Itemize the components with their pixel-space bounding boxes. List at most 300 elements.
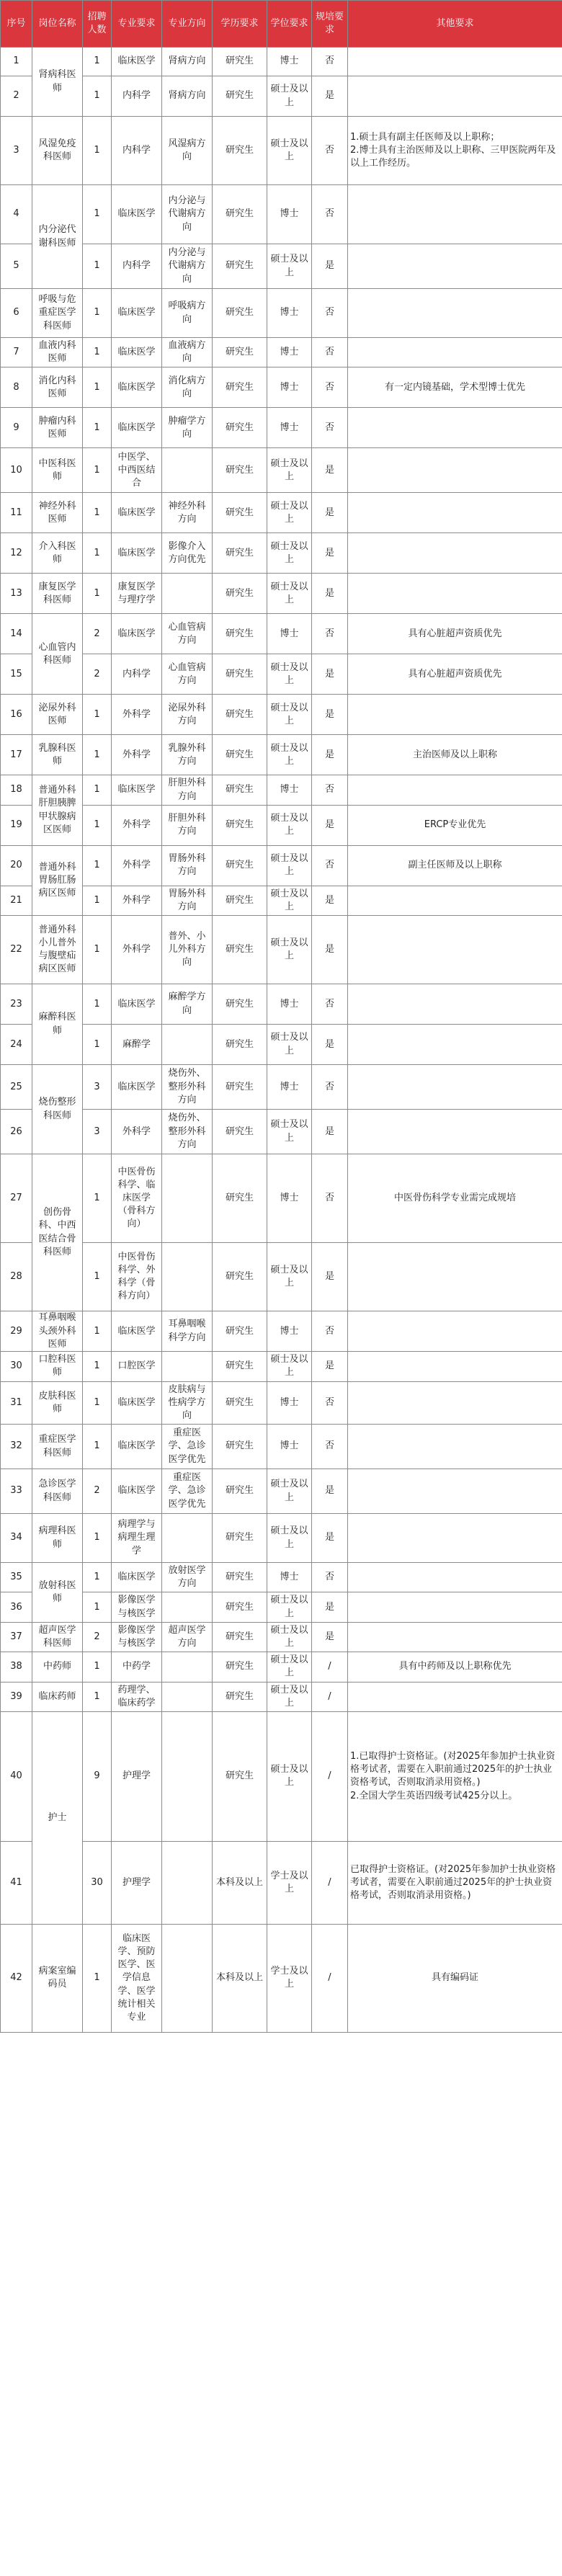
row-number-cell: 12 <box>1 533 32 574</box>
degree-cell: 博士 <box>267 48 312 76</box>
row-number-cell: 4 <box>1 185 32 244</box>
major-cell: 外科学 <box>112 886 162 915</box>
table-row <box>1 48 562 76</box>
other-requirements-cell <box>348 984 562 1025</box>
table-row <box>1 448 562 493</box>
table-row <box>1 1841 562 1924</box>
other-requirements-cell <box>348 574 562 614</box>
degree-cell: 学士及以上 <box>267 1924 312 2032</box>
degree-cell: 硕士及以上 <box>267 805 312 845</box>
other-requirements-cell <box>348 408 562 448</box>
training-cell: 是 <box>312 1514 348 1563</box>
direction-cell: 肿瘤学方向 <box>162 408 213 448</box>
major-cell: 临床医学 <box>112 338 162 367</box>
direction-cell: 胃肠外科方向 <box>162 886 213 915</box>
row-number-cell: 40 <box>1 1711 32 1841</box>
headcount-cell: 1 <box>83 886 112 915</box>
row-number-cell: 21 <box>1 886 32 915</box>
header-count: 招聘人数 <box>83 1 112 48</box>
headcount-cell: 9 <box>83 1711 112 1841</box>
major-cell: 临床医学 <box>112 614 162 654</box>
headcount-cell: 1 <box>83 76 112 117</box>
row-number-cell: 1 <box>1 48 32 76</box>
training-cell: 否 <box>312 1311 348 1352</box>
direction-cell: 内分泌与代谢病方向 <box>162 185 213 244</box>
headcount-cell: 1 <box>83 1025 112 1065</box>
major-cell: 中医骨伤科学、临床医学（骨科方向） <box>112 1154 162 1243</box>
other-requirements-cell <box>348 1514 562 1563</box>
education-cell: 研究生 <box>213 244 267 289</box>
education-cell: 研究生 <box>213 185 267 244</box>
education-cell: 研究生 <box>213 1514 267 1563</box>
table-row <box>1 367 562 408</box>
education-cell: 研究生 <box>213 48 267 76</box>
other-requirements-cell <box>348 1381 562 1425</box>
direction-cell <box>162 1711 213 1841</box>
position-name-cell: 重症医学科医师 <box>32 1425 83 1469</box>
degree-cell: 硕士及以上 <box>267 493 312 533</box>
other-requirements-cell: 副主任医师及以上职称 <box>348 845 562 886</box>
position-name-cell: 创伤骨科、中西医结合骨科医师 <box>32 1154 83 1311</box>
row-number-cell: 27 <box>1 1154 32 1243</box>
education-cell: 研究生 <box>213 695 267 735</box>
training-cell: 否 <box>312 367 348 408</box>
major-cell: 临床医学 <box>112 48 162 76</box>
degree-cell: 硕士及以上 <box>267 448 312 493</box>
table-row <box>1 845 562 886</box>
table-row <box>1 1924 562 2032</box>
headcount-cell: 1 <box>83 1154 112 1243</box>
major-cell: 影像医学与核医学 <box>112 1592 162 1622</box>
headcount-cell: 1 <box>83 845 112 886</box>
training-cell: 是 <box>312 448 348 493</box>
training-cell: 是 <box>312 1352 348 1381</box>
position-name-cell: 泌尿外科医师 <box>32 695 83 735</box>
direction-cell: 肝胆外科方向 <box>162 775 213 805</box>
table-row <box>1 533 562 574</box>
table-row <box>1 1425 562 1469</box>
direction-cell <box>162 448 213 493</box>
major-cell: 临床医学 <box>112 493 162 533</box>
education-cell: 研究生 <box>213 408 267 448</box>
degree-cell: 硕士及以上 <box>267 533 312 574</box>
header-other: 其他要求 <box>348 1 562 48</box>
training-cell: 是 <box>312 574 348 614</box>
training-cell: 是 <box>312 735 348 775</box>
other-requirements-cell <box>348 916 562 984</box>
position-name-cell: 介入科医师 <box>32 533 83 574</box>
row-number-cell: 13 <box>1 574 32 614</box>
headcount-cell: 1 <box>83 1514 112 1563</box>
headcount-cell: 30 <box>83 1841 112 1924</box>
position-name-cell: 超声医学科医师 <box>32 1622 83 1652</box>
major-cell: 外科学 <box>112 695 162 735</box>
other-requirements-cell <box>348 1065 562 1110</box>
headcount-cell: 1 <box>83 1924 112 2032</box>
headcount-cell: 1 <box>83 408 112 448</box>
direction-cell: 烧伤外、整形外科方向 <box>162 1065 213 1110</box>
other-requirements-cell: 主治医师及以上职称 <box>348 735 562 775</box>
degree-cell: 硕士及以上 <box>267 1352 312 1381</box>
training-cell: 是 <box>312 886 348 915</box>
row-number-cell: 2 <box>1 76 32 117</box>
degree-cell: 博士 <box>267 1381 312 1425</box>
direction-cell: 呼吸病方向 <box>162 289 213 338</box>
position-name-cell: 风湿免疫科医师 <box>32 117 83 185</box>
row-number-cell: 6 <box>1 289 32 338</box>
table-row <box>1 1682 562 1711</box>
position-name-cell: 血液内科医师 <box>32 338 83 367</box>
education-cell: 研究生 <box>213 886 267 915</box>
major-cell: 病理学与病理生理学 <box>112 1514 162 1563</box>
major-cell: 临床医学 <box>112 367 162 408</box>
training-cell: 否 <box>312 614 348 654</box>
other-requirements-cell: 1.已取得护士资格证。(对2025年参加护士执业资格考试者，需要在入职前通过2025年的护士执业资格考试，否则取消录用资格。) 2.全国大学生英语四级考试425分以上。 <box>348 1711 562 1841</box>
direction-cell: 普外、小儿外科方向 <box>162 916 213 984</box>
education-cell: 研究生 <box>213 1563 267 1592</box>
position-name-cell: 神经外科医师 <box>32 493 83 533</box>
headcount-cell: 1 <box>83 1243 112 1311</box>
degree-cell: 硕士及以上 <box>267 1682 312 1711</box>
row-number-cell: 31 <box>1 1381 32 1425</box>
degree-cell: 博士 <box>267 1425 312 1469</box>
position-name-cell: 急诊医学科医师 <box>32 1469 83 1514</box>
direction-cell: 影像介入方向优先 <box>162 533 213 574</box>
direction-cell <box>162 1154 213 1243</box>
other-requirements-cell <box>348 185 562 244</box>
header-major: 专业要求 <box>112 1 162 48</box>
headcount-cell: 1 <box>83 735 112 775</box>
table-row <box>1 805 562 845</box>
other-requirements-cell <box>348 76 562 117</box>
table-row <box>1 886 562 915</box>
row-number-cell: 32 <box>1 1425 32 1469</box>
major-cell: 口腔医学 <box>112 1352 162 1381</box>
row-number-cell: 8 <box>1 367 32 408</box>
degree-cell: 硕士及以上 <box>267 1025 312 1065</box>
direction-cell: 风湿病方向 <box>162 117 213 185</box>
table-row <box>1 654 562 695</box>
row-number-cell: 11 <box>1 493 32 533</box>
education-cell: 研究生 <box>213 1065 267 1110</box>
position-name-cell: 消化内科医师 <box>32 367 83 408</box>
education-cell: 研究生 <box>213 845 267 886</box>
table-row <box>1 1352 562 1381</box>
other-requirements-cell <box>348 1592 562 1622</box>
degree-cell: 博士 <box>267 1065 312 1110</box>
major-cell: 内科学 <box>112 654 162 695</box>
major-cell: 药理学、临床药学 <box>112 1682 162 1711</box>
education-cell: 研究生 <box>213 1592 267 1622</box>
headcount-cell: 1 <box>83 775 112 805</box>
table-row <box>1 76 562 117</box>
education-cell: 研究生 <box>213 533 267 574</box>
table-row <box>1 1469 562 1514</box>
training-cell: 是 <box>312 654 348 695</box>
headcount-cell: 1 <box>83 1352 112 1381</box>
direction-cell <box>162 574 213 614</box>
position-name-cell: 心血管内科医师 <box>32 614 83 695</box>
other-requirements-cell <box>348 886 562 915</box>
degree-cell: 博士 <box>267 1311 312 1352</box>
row-number-cell: 39 <box>1 1682 32 1711</box>
table-row <box>1 1110 562 1154</box>
position-name-cell: 放射科医师 <box>32 1563 83 1623</box>
table-row <box>1 1381 562 1425</box>
direction-cell <box>162 1514 213 1563</box>
header-no: 序号 <box>1 1 32 48</box>
other-requirements-cell <box>348 1025 562 1065</box>
table-row <box>1 1243 562 1311</box>
education-cell: 研究生 <box>213 916 267 984</box>
other-requirements-cell <box>348 1682 562 1711</box>
header-degree: 学位要求 <box>267 1 312 48</box>
education-cell: 研究生 <box>213 117 267 185</box>
direction-cell: 心血管病方向 <box>162 654 213 695</box>
training-cell: 否 <box>312 117 348 185</box>
table-row <box>1 1311 562 1352</box>
education-cell: 研究生 <box>213 574 267 614</box>
direction-cell <box>162 1924 213 2032</box>
row-number-cell: 38 <box>1 1652 32 1682</box>
training-cell: 否 <box>312 775 348 805</box>
direction-cell: 神经外科方向 <box>162 493 213 533</box>
table-row <box>1 735 562 775</box>
other-requirements-cell <box>348 448 562 493</box>
degree-cell: 博士 <box>267 289 312 338</box>
position-name-cell: 呼吸与危重症医学科医师 <box>32 289 83 338</box>
training-cell: 否 <box>312 1563 348 1592</box>
other-requirements-cell: 具有编码证 <box>348 1924 562 2032</box>
education-cell: 研究生 <box>213 1711 267 1841</box>
training-cell: / <box>312 1682 348 1711</box>
major-cell: 康复医学与理疗学 <box>112 574 162 614</box>
headcount-cell: 1 <box>83 533 112 574</box>
table-row <box>1 916 562 984</box>
direction-cell: 消化病方向 <box>162 367 213 408</box>
degree-cell: 博士 <box>267 408 312 448</box>
table-row <box>1 1514 562 1563</box>
major-cell: 中医学、中西医结合 <box>112 448 162 493</box>
position-name-cell: 麻醉科医师 <box>32 984 83 1065</box>
training-cell: 否 <box>312 1381 348 1425</box>
direction-cell: 麻醉学方向 <box>162 984 213 1025</box>
training-cell: 是 <box>312 695 348 735</box>
headcount-cell: 2 <box>83 614 112 654</box>
position-name-cell: 普通外科小儿普外与腹壁疝病区医师 <box>32 916 83 984</box>
degree-cell: 硕士及以上 <box>267 654 312 695</box>
row-number-cell: 30 <box>1 1352 32 1381</box>
headcount-cell: 1 <box>83 695 112 735</box>
position-name-cell: 肿瘤内科医师 <box>32 408 83 448</box>
other-requirements-cell: 具有心脏超声资质优先 <box>348 614 562 654</box>
training-cell: 否 <box>312 1154 348 1243</box>
major-cell: 内科学 <box>112 117 162 185</box>
headcount-cell: 1 <box>83 916 112 984</box>
row-number-cell: 7 <box>1 338 32 367</box>
direction-cell: 重症医学、急诊医学优先 <box>162 1469 213 1514</box>
other-requirements-cell <box>348 1622 562 1652</box>
direction-cell: 心血管病方向 <box>162 614 213 654</box>
training-cell: 是 <box>312 916 348 984</box>
table-row <box>1 695 562 735</box>
other-requirements-cell <box>348 48 562 76</box>
education-cell: 研究生 <box>213 1652 267 1682</box>
other-requirements-cell <box>348 1352 562 1381</box>
education-cell: 研究生 <box>213 1381 267 1425</box>
degree-cell: 硕士及以上 <box>267 1652 312 1682</box>
header-direction: 专业方向 <box>162 1 213 48</box>
direction-cell: 内分泌与代谢病方向 <box>162 244 213 289</box>
education-cell: 研究生 <box>213 775 267 805</box>
headcount-cell: 2 <box>83 1622 112 1652</box>
major-cell: 护理学 <box>112 1711 162 1841</box>
row-number-cell: 34 <box>1 1514 32 1563</box>
row-number-cell: 29 <box>1 1311 32 1352</box>
other-requirements-cell: 具有中药师及以上职称优先 <box>348 1652 562 1682</box>
education-cell: 研究生 <box>213 493 267 533</box>
training-cell: 否 <box>312 48 348 76</box>
position-name-cell: 皮肤科医师 <box>32 1381 83 1425</box>
training-cell: / <box>312 1711 348 1841</box>
major-cell: 临床医学 <box>112 1311 162 1352</box>
row-number-cell: 42 <box>1 1924 32 2032</box>
training-cell: 是 <box>312 1469 348 1514</box>
degree-cell: 硕士及以上 <box>267 1592 312 1622</box>
major-cell: 外科学 <box>112 805 162 845</box>
row-number-cell: 37 <box>1 1622 32 1652</box>
degree-cell: 硕士及以上 <box>267 845 312 886</box>
table-row <box>1 775 562 805</box>
position-name-cell: 烧伤整形科医师 <box>32 1065 83 1154</box>
education-cell: 研究生 <box>213 338 267 367</box>
training-cell: 否 <box>312 1065 348 1110</box>
table-row <box>1 1563 562 1592</box>
training-cell: 是 <box>312 76 348 117</box>
direction-cell <box>162 1652 213 1682</box>
education-cell: 研究生 <box>213 1243 267 1311</box>
headcount-cell: 1 <box>83 1311 112 1352</box>
training-cell: 是 <box>312 244 348 289</box>
degree-cell: 硕士及以上 <box>267 574 312 614</box>
row-number-cell: 25 <box>1 1065 32 1110</box>
education-cell: 研究生 <box>213 289 267 338</box>
training-cell: 是 <box>312 533 348 574</box>
headcount-cell: 1 <box>83 574 112 614</box>
headcount-cell: 1 <box>83 1563 112 1592</box>
headcount-cell: 1 <box>83 48 112 76</box>
headcount-cell: 1 <box>83 244 112 289</box>
training-cell: / <box>312 1924 348 2032</box>
other-requirements-cell <box>348 1469 562 1514</box>
major-cell: 麻醉学 <box>112 1025 162 1065</box>
major-cell: 内科学 <box>112 244 162 289</box>
headcount-cell: 1 <box>83 367 112 408</box>
education-cell: 研究生 <box>213 1311 267 1352</box>
education-cell: 研究生 <box>213 367 267 408</box>
major-cell: 临床医学、预防医学、医学信息学、医学统计相关专业 <box>112 1924 162 2032</box>
row-number-cell: 20 <box>1 845 32 886</box>
other-requirements-cell: 中医骨伤科学专业需完成规培 <box>348 1154 562 1243</box>
row-number-cell: 15 <box>1 654 32 695</box>
training-cell: 否 <box>312 408 348 448</box>
table-row <box>1 185 562 244</box>
other-requirements-cell <box>348 289 562 338</box>
table-row <box>1 574 562 614</box>
training-cell: 是 <box>312 1025 348 1065</box>
major-cell: 护理学 <box>112 1841 162 1924</box>
training-cell: 否 <box>312 185 348 244</box>
degree-cell: 博士 <box>267 338 312 367</box>
headcount-cell: 1 <box>83 1381 112 1425</box>
degree-cell: 硕士及以上 <box>267 695 312 735</box>
major-cell: 临床医学 <box>112 1469 162 1514</box>
headcount-cell: 1 <box>83 984 112 1025</box>
table-row <box>1 984 562 1025</box>
education-cell: 研究生 <box>213 76 267 117</box>
education-cell: 研究生 <box>213 1469 267 1514</box>
table-row <box>1 1592 562 1622</box>
direction-cell: 泌尿外科方向 <box>162 695 213 735</box>
degree-cell: 博士 <box>267 775 312 805</box>
headcount-cell: 1 <box>83 185 112 244</box>
training-cell: 否 <box>312 1425 348 1469</box>
direction-cell <box>162 1025 213 1065</box>
education-cell: 研究生 <box>213 448 267 493</box>
major-cell: 临床医学 <box>112 408 162 448</box>
major-cell: 中药学 <box>112 1652 162 1682</box>
major-cell: 临床医学 <box>112 1381 162 1425</box>
education-cell: 研究生 <box>213 984 267 1025</box>
direction-cell: 肾病方向 <box>162 76 213 117</box>
education-cell: 研究生 <box>213 1682 267 1711</box>
row-number-cell: 18 <box>1 775 32 805</box>
direction-cell: 肝胆外科方向 <box>162 805 213 845</box>
other-requirements-cell: 具有心脏超声资质优先 <box>348 654 562 695</box>
table-row <box>1 1154 562 1243</box>
position-name-cell: 病案室编码员 <box>32 1924 83 2032</box>
degree-cell: 硕士及以上 <box>267 117 312 185</box>
degree-cell: 硕士及以上 <box>267 244 312 289</box>
major-cell: 内科学 <box>112 76 162 117</box>
header-position: 岗位名称 <box>32 1 83 48</box>
direction-cell <box>162 1682 213 1711</box>
row-number-cell: 35 <box>1 1563 32 1592</box>
position-name-cell: 护士 <box>32 1711 83 1924</box>
education-cell: 研究生 <box>213 614 267 654</box>
other-requirements-cell <box>348 1563 562 1592</box>
major-cell: 中医骨伤科学、外科学（骨科方向） <box>112 1243 162 1311</box>
direction-cell <box>162 1841 213 1924</box>
degree-cell: 博士 <box>267 614 312 654</box>
position-name-cell: 普通外科胃肠肛肠病区医师 <box>32 845 83 915</box>
row-number-cell: 23 <box>1 984 32 1025</box>
major-cell: 临床医学 <box>112 1425 162 1469</box>
row-number-cell: 16 <box>1 695 32 735</box>
position-name-cell: 病理科医师 <box>32 1514 83 1563</box>
headcount-cell: 1 <box>83 289 112 338</box>
direction-cell: 皮肤病与性病学方向 <box>162 1381 213 1425</box>
header-row <box>1 1 562 48</box>
degree-cell: 硕士及以上 <box>267 1469 312 1514</box>
education-cell: 研究生 <box>213 805 267 845</box>
training-cell: 是 <box>312 805 348 845</box>
other-requirements-cell <box>348 1243 562 1311</box>
direction-cell <box>162 1592 213 1622</box>
training-cell: 是 <box>312 1110 348 1154</box>
position-name-cell: 临床药师 <box>32 1682 83 1711</box>
row-number-cell: 24 <box>1 1025 32 1065</box>
